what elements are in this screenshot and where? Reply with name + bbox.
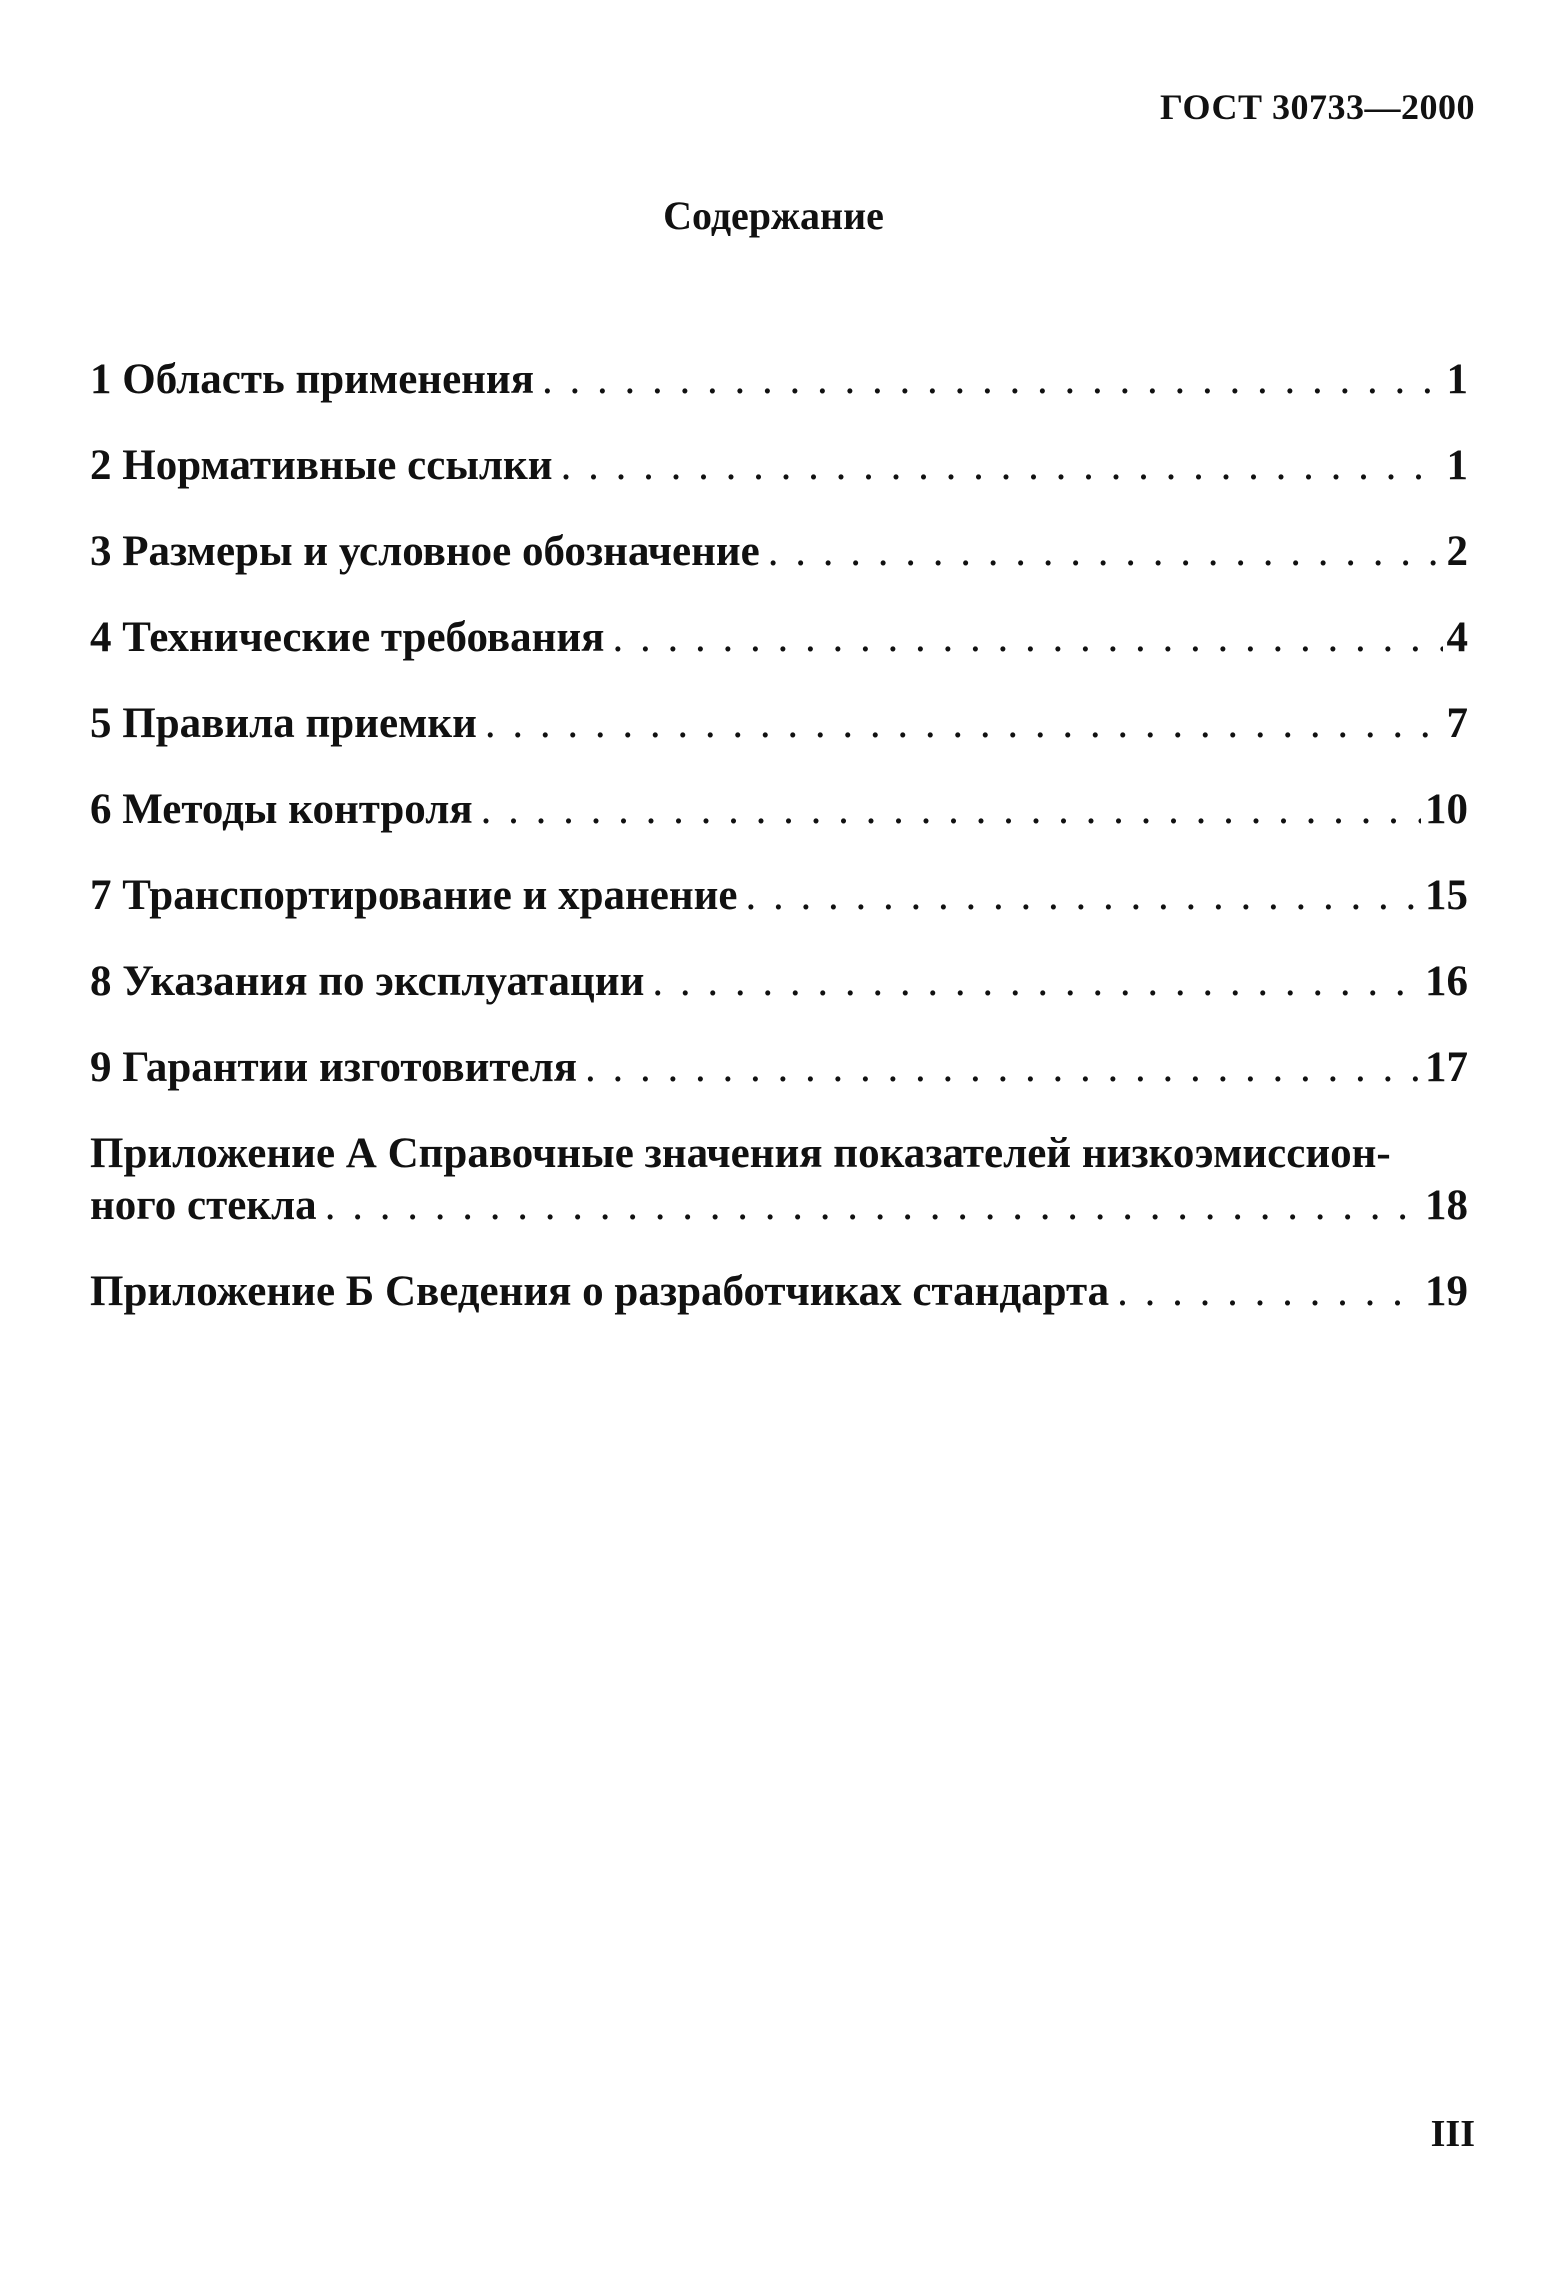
toc-entry-title: 2 Нормативные ссылки xyxy=(90,442,553,489)
document-code: ГОСТ 30733—2000 xyxy=(1160,87,1475,127)
toc-entry-line2 xyxy=(90,1180,1468,1232)
toc-entry-page: 1 xyxy=(1446,442,1468,489)
toc-entry-appendix-a[interactable] xyxy=(90,1128,1468,1232)
toc-dot-leader xyxy=(1117,1266,1421,1318)
toc-entry-title: 4 Технические требования xyxy=(90,614,605,661)
toc-dot-leader xyxy=(481,784,1421,836)
toc-title: Содержание xyxy=(663,193,884,238)
toc-entry-page: 7 xyxy=(1446,700,1468,747)
toc-entry-title-line1: Приложение А Справочные значения показателей низкоэмиссион- xyxy=(90,1130,1391,1177)
toc-dot-leader xyxy=(768,526,1443,578)
toc-entry-page: 4 xyxy=(1446,614,1468,661)
toc-dot-leader xyxy=(561,440,1443,492)
toc-entry-title: 8 Указания по эксплуатации xyxy=(90,958,645,1005)
toc-entry[interactable] xyxy=(90,1042,1468,1128)
toc-entry[interactable] xyxy=(90,956,1468,1042)
toc-dot-leader xyxy=(612,612,1442,664)
toc-entry-title: 7 Транспортирование и хранение xyxy=(90,872,738,919)
toc-entry-title: 3 Размеры и условное обозначение xyxy=(90,528,760,575)
toc-dot-leader xyxy=(652,956,1421,1008)
toc-entry[interactable] xyxy=(90,784,1468,870)
table-of-contents xyxy=(90,354,1468,1352)
toc-entry-appendix-b[interactable] xyxy=(90,1266,1468,1352)
toc-entry-title: 1 Область применения xyxy=(90,356,534,403)
toc-entry-title-line2: ного стекла xyxy=(90,1182,317,1229)
toc-entry-page: 19 xyxy=(1425,1268,1468,1315)
toc-entry[interactable] xyxy=(90,870,1468,956)
page-number: III xyxy=(1430,2113,1475,2155)
toc-entry-title: Приложение Б Сведения о разработчиках стандарта xyxy=(90,1268,1110,1315)
toc-entry-page: 15 xyxy=(1425,872,1468,919)
toc-entry-page: 17 xyxy=(1425,1044,1468,1091)
toc-dot-leader xyxy=(745,870,1421,922)
toc-entry-title: 9 Гарантии изготовителя xyxy=(90,1044,577,1091)
toc-entry-page: 1 xyxy=(1446,356,1468,403)
toc-dot-leader xyxy=(485,698,1443,750)
toc-entry[interactable] xyxy=(90,612,1468,698)
toc-entry[interactable] xyxy=(90,698,1468,784)
toc-entry-page: 16 xyxy=(1425,958,1468,1005)
toc-dot-leader xyxy=(542,354,1443,406)
toc-entry[interactable] xyxy=(90,526,1468,612)
toc-entry-page: 2 xyxy=(1446,528,1468,575)
toc-dot-leader xyxy=(585,1042,1421,1094)
toc-entry-title: 6 Методы контроля xyxy=(90,786,473,833)
toc-entry[interactable] xyxy=(90,354,1468,440)
toc-dot-leader xyxy=(325,1180,1421,1232)
toc-entry-title: 5 Правила приемки xyxy=(90,700,477,747)
toc-entry-page: 18 xyxy=(1425,1182,1468,1229)
toc-entry[interactable] xyxy=(90,440,1468,526)
toc-entry-page: 10 xyxy=(1425,786,1468,833)
